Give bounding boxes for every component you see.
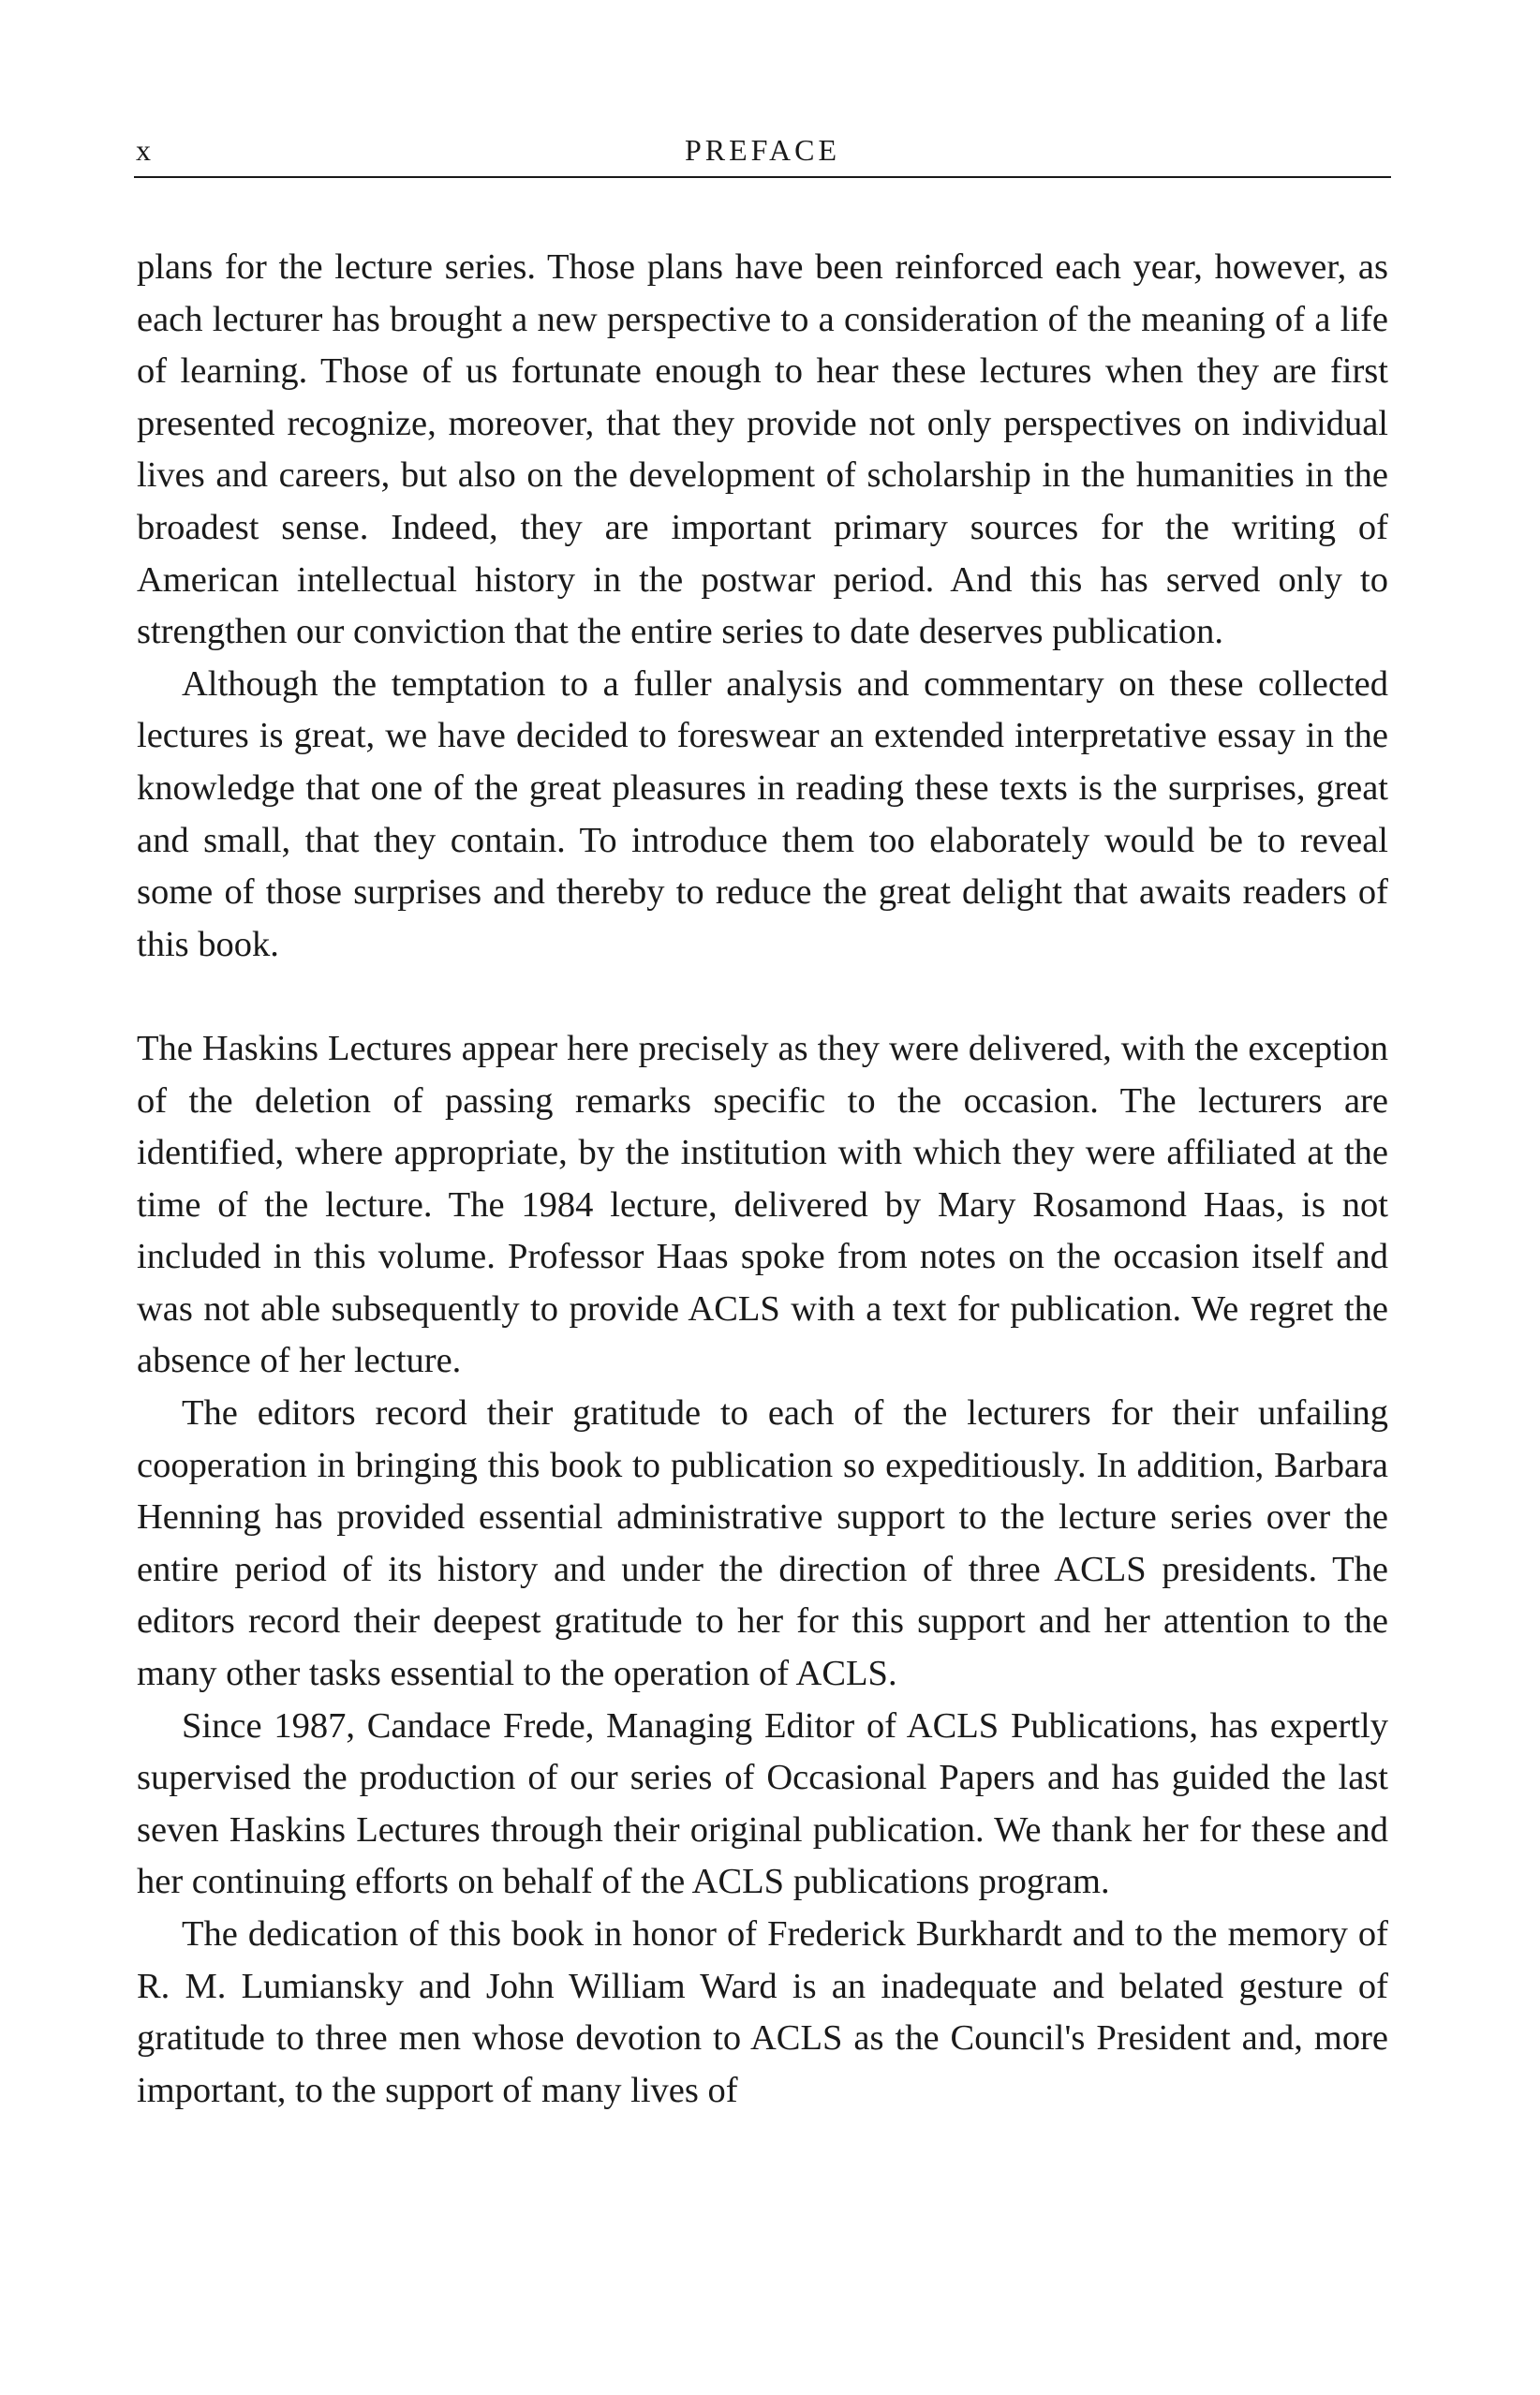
paragraph: The editors record their gratitude to each of the lecturers for their unfailing cooperation in bringing this book to publication so expeditiously. In addition, Barbara Henning has provided essential administrative support to the lecture series over the entire period of its history and under the direction of three ACLS presidents. The editors record their deepest gratitude to her for this support and her attention to the many other tasks essential to the operation of ACLS. [137, 1393, 1388, 1694]
body-text [137, 242, 1388, 2117]
paragraph: Since 1987, Candace Frede, Managing Editor of ACLS Publications, has expertly supervised the production of our series of Occasional Papers and has guided the last seven Haskins Lectures through their original publication. We thank her for these and her continuing efforts on behalf of the ACLS publications program. [137, 1705, 1388, 1902]
paragraph: Although the temptation to a fuller analysis and commentary on these collected lectures is great, we have decided to foreswear an extended interpretative essay in the knowledge that one of the great pleasures in reading these texts is the surprises, great and small, that they contain. To introduce them too elaborately would be to reveal some of those surprises and thereby to reduce the great delight that awaits readers of this book. [137, 663, 1388, 964]
page-number: x [136, 133, 152, 167]
running-head [134, 129, 1391, 178]
paragraph-section-start: The Haskins Lectures appear here precisely as they were delivered, with the exception of the deletion of passing remarks specific to the occasion. The lecturers are identified, where appropriate, by the institution with which they were affiliated at the time of the lecture. The 1984 lecture, delivered by Mary Rosamond Haas, is not included in this volume. Professor Haas spoke from notes on the occasion itself and was not able subsequently to provide ACLS with a text for publication. We regret the absence of her lecture. [137, 1028, 1388, 1381]
running-head-title: PREFACE [684, 133, 841, 167]
paragraph: The dedication of this book in honor of Frederick Burkhardt and to the memory of R. M. Lumiansky and John William Ward is an inadequate and belated gesture of gratitude to three men whose devotion to ACLS as the Council's President and, more important, to the support of many lives of [137, 1914, 1388, 2110]
paragraph-continued: plans for the lecture series. Those plans have been reinforced each year, however, as each lecturer has brought a new perspective to a consideration of the meaning of a life of learning. Those of us fortunate enough to hear these lectures when they are first presented recognize, moreover, that they provide not only perspectives on individual lives and careers, but also on the development of scholarship in the humanities in the broadest sense. Indeed, they are important primary sources for the writing of American intellectual history in the postwar period. And this has served only to strengthen our conviction that the entire series to date deserves publication. [137, 247, 1388, 652]
